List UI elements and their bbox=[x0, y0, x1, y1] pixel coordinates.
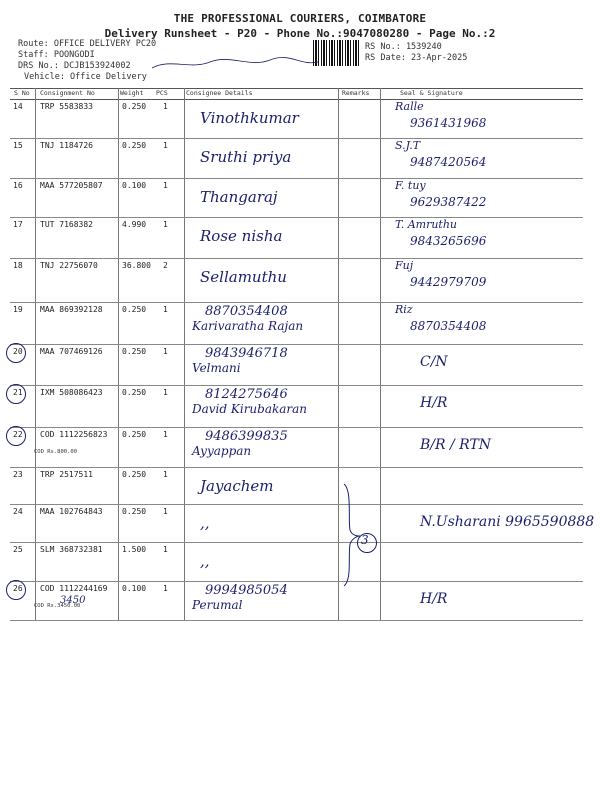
row-consignee-name: ,, bbox=[200, 552, 210, 570]
row-consignee-phone: 9486399835 bbox=[205, 429, 288, 444]
row-consignee-name: Velmani bbox=[192, 361, 241, 375]
col-weight: Weight bbox=[120, 89, 144, 97]
row-sno-circle bbox=[6, 343, 26, 363]
row-consignee-name: Karivaratha Rajan bbox=[192, 319, 304, 333]
table-row bbox=[10, 467, 583, 505]
row-sno: 25 bbox=[13, 545, 23, 554]
row-consignment: MAA 577205807 bbox=[40, 181, 103, 190]
row-sno: 16 bbox=[13, 181, 23, 190]
row-consignment: TNJ 22756070 bbox=[40, 261, 98, 270]
row-weight: 4.990 bbox=[122, 220, 147, 229]
col-pcs: PCS bbox=[156, 89, 168, 97]
row-signature: Ralle bbox=[395, 100, 424, 113]
document-title: THE PROFESSIONAL COURIERS, COIMBATORE bbox=[173, 12, 427, 25]
row-sno: 26 bbox=[13, 584, 23, 593]
row-consignee-name: David Kirubakaran bbox=[192, 402, 308, 416]
row-consignee-phone: 8870354408 bbox=[205, 304, 288, 319]
row-pcs: 1 bbox=[163, 220, 168, 229]
row-consignment: TRP 5583833 bbox=[40, 102, 93, 111]
row-sno: 21 bbox=[13, 388, 23, 397]
row-weight: 1.500 bbox=[122, 545, 147, 554]
row-signature-phone: 9629387422 bbox=[410, 195, 487, 209]
row-signature-phone: 9487420564 bbox=[410, 155, 487, 169]
row-weight: 0.250 bbox=[122, 102, 147, 111]
row-pcs: 1 bbox=[163, 305, 168, 314]
row-pcs: 1 bbox=[163, 545, 168, 554]
document-subtitle: Delivery Runsheet - P20 - Phone No.:9047080280 - Page No.:2 bbox=[104, 27, 496, 40]
row-weight: 0.250 bbox=[122, 305, 147, 314]
row-weight: 0.100 bbox=[122, 584, 147, 593]
row-pcs: 1 bbox=[163, 347, 168, 356]
row-pcs: 1 bbox=[163, 430, 168, 439]
row-sno: 14 bbox=[13, 102, 23, 111]
rs-no-label: RS No.: 1539240 bbox=[365, 42, 442, 52]
row-consignment: MAA 707469126 bbox=[40, 347, 103, 356]
row-consignment: IXM 508086423 bbox=[40, 388, 103, 397]
row-consignment: MAA 869392128 bbox=[40, 305, 103, 314]
drs-label: DRS No.: DCJB153924002 bbox=[18, 61, 131, 71]
row-weight: 36.800 bbox=[122, 261, 151, 270]
row-consignment: TNJ 1184726 bbox=[40, 141, 93, 150]
row-consignment: COD 1112256823 bbox=[40, 430, 108, 439]
row-pcs: 1 bbox=[163, 470, 168, 479]
row-signature-phone: 8870354408 bbox=[410, 319, 487, 333]
row-sno: 19 bbox=[13, 305, 23, 314]
row-sno: 15 bbox=[13, 141, 23, 150]
row-sno: 20 bbox=[13, 347, 23, 356]
row-signature: C/N bbox=[420, 354, 448, 370]
row-weight: 0.250 bbox=[122, 430, 147, 439]
row-weight: 0.250 bbox=[122, 470, 147, 479]
row-consignee-name: Sruthi priya bbox=[200, 148, 292, 166]
row-signature: N.Usharani 9965590888 bbox=[420, 514, 595, 530]
row-consignee-name: Rose nisha bbox=[200, 227, 283, 245]
row-pcs: 1 bbox=[163, 584, 168, 593]
row-consignment: MAA 102764843 bbox=[40, 507, 103, 516]
row-signature: B/R / RTN bbox=[420, 437, 492, 453]
row-consignee-name: Ayyappan bbox=[192, 444, 252, 458]
row-sno-circle bbox=[6, 580, 26, 600]
row-signature-phone: 9442979709 bbox=[410, 275, 487, 289]
row-consignment: TUT 7168382 bbox=[40, 220, 93, 229]
row-pcs: 2 bbox=[163, 261, 168, 270]
row-consignee-name: ,, bbox=[200, 514, 210, 532]
row-signature: H/R bbox=[420, 395, 448, 411]
row-consignee-phone: 9994985054 bbox=[205, 583, 288, 598]
row-weight: 0.100 bbox=[122, 181, 147, 190]
row-signature: Fuj bbox=[395, 259, 414, 272]
row-cod-amount: COD Rs.3450.00 bbox=[34, 603, 81, 609]
row-signature: Riz bbox=[395, 303, 413, 316]
row-pcs: 1 bbox=[163, 141, 168, 150]
row-consignee-name: Perumal bbox=[192, 598, 243, 612]
row-sno: 18 bbox=[13, 261, 23, 270]
row-consignee-name: Vinothkumar bbox=[200, 109, 299, 127]
row-sno: 17 bbox=[13, 220, 23, 229]
row-signature: F. tuy bbox=[395, 179, 426, 192]
row-pcs: 1 bbox=[163, 181, 168, 190]
row-signature-phone: 9361431968 bbox=[410, 116, 487, 130]
table-row bbox=[10, 217, 583, 259]
col-sno: S No bbox=[14, 89, 30, 97]
row-consignee-name: Sellamuthu bbox=[200, 268, 287, 286]
col-seal: Seal & Signature bbox=[400, 89, 463, 97]
staff-signature-scribble bbox=[150, 56, 320, 72]
row-consignment: COD 1112244169 bbox=[40, 584, 108, 593]
staff-label: Staff: POONGODI bbox=[18, 50, 95, 60]
row-sno-circle bbox=[6, 384, 26, 404]
row-pcs: 1 bbox=[163, 507, 168, 516]
row-weight: 0.250 bbox=[122, 507, 147, 516]
row-sno: 24 bbox=[13, 507, 23, 516]
row-pcs: 1 bbox=[163, 102, 168, 111]
row-consignment: SLM 368732381 bbox=[40, 545, 103, 554]
row-signature: T. Amruthu bbox=[395, 218, 458, 231]
row-consignee-name: Thangaraj bbox=[200, 188, 278, 206]
col-consignee: Consignee Details bbox=[186, 89, 253, 97]
row-signature-phone: 9843265696 bbox=[410, 234, 487, 248]
row-signature: S.J.T bbox=[395, 139, 421, 152]
row-sno: 23 bbox=[13, 470, 23, 479]
bracket-count: 3 bbox=[361, 533, 369, 547]
row-weight: 0.250 bbox=[122, 347, 147, 356]
route-label: Route: OFFICE DELIVERY PC20 bbox=[18, 39, 157, 49]
table-row bbox=[10, 138, 583, 179]
row-cod-amount: COD Rs.800.00 bbox=[34, 449, 78, 455]
rs-date-label: RS Date: 23-Apr-2025 bbox=[365, 53, 468, 63]
vehicle-label: Vehicle: Office Delivery bbox=[24, 72, 147, 82]
row-consignee-name: Jayachem bbox=[200, 477, 274, 495]
col-remarks: Remarks bbox=[342, 89, 370, 97]
row-weight: 0.250 bbox=[122, 141, 147, 150]
row-consignee-phone: 8124275646 bbox=[205, 387, 288, 402]
row-sno-circle bbox=[6, 426, 26, 446]
row-consignment: TRP 2517511 bbox=[40, 470, 93, 479]
row-pcs: 1 bbox=[163, 388, 168, 397]
row-sno: 22 bbox=[13, 430, 23, 439]
col-consignment: Consignment No bbox=[40, 89, 95, 97]
row-weight: 0.250 bbox=[122, 388, 147, 397]
row-signature: H/R bbox=[420, 591, 448, 607]
row-consignee-phone: 9843946718 bbox=[205, 346, 288, 361]
row-cod-handwritten: 3450 bbox=[60, 595, 86, 606]
